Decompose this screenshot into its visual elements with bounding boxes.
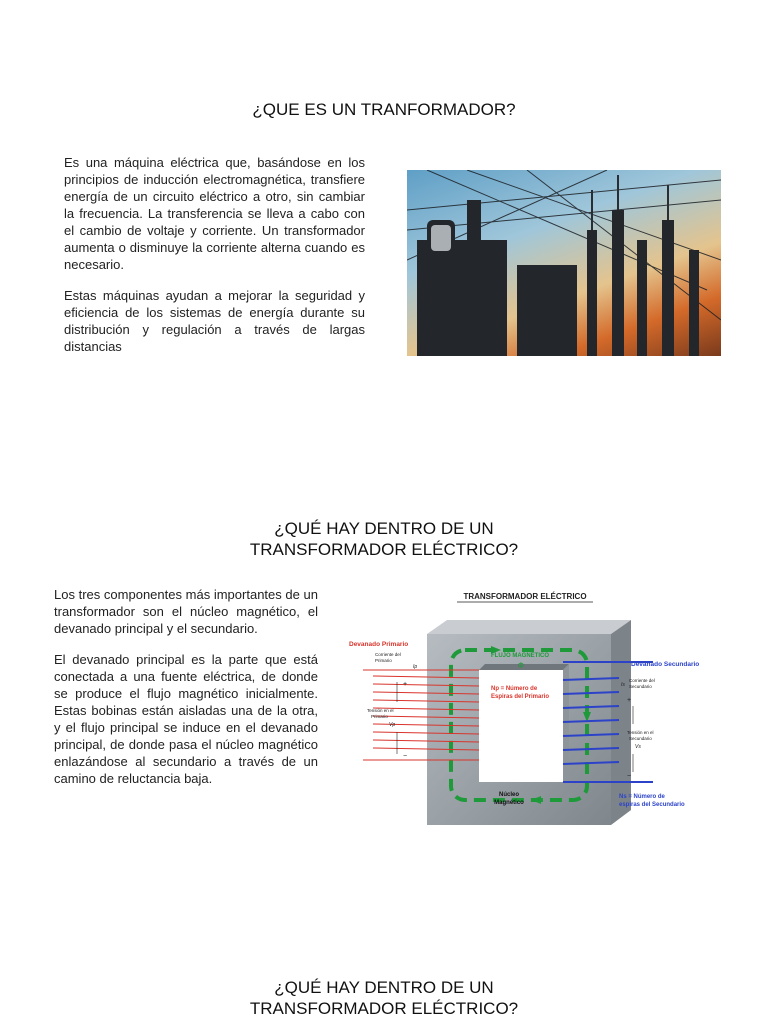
- secondary-voltage-label-1: Tensión en el: [627, 730, 654, 735]
- primary-current-label-1: Corriente del: [375, 652, 401, 657]
- primary-winding-label: Devanado Primario: [349, 641, 409, 648]
- core-label-2: Magnético: [494, 800, 524, 806]
- section1-paragraph-2: Estas máquinas ayudan a mejorar la seguridad y eficiencia de los sistemas de energía durante su distribución y regulación a través de largas distancias: [64, 288, 365, 354]
- secondary-minus: −: [627, 773, 632, 780]
- secondary-current-label-1: Corriente del: [629, 678, 655, 683]
- section3-title: [0, 977, 768, 1019]
- primary-voltage-label-2: Primario: [371, 714, 388, 719]
- primary-minus: −: [403, 753, 408, 760]
- np-label-2: Espiras del Primario: [491, 694, 550, 700]
- primary-current-symbol: Ip: [413, 664, 418, 670]
- flux-label: FLUJO MAGNÉTICO: [491, 653, 549, 659]
- np-label-1: Np = Número de: [491, 686, 538, 692]
- transformer-diagram: [341, 582, 711, 842]
- core-label-1: Núcleo: [498, 792, 520, 798]
- secondary-current-symbol: Is: [621, 682, 625, 688]
- primary-current-label-2: Primario: [375, 658, 392, 663]
- section2-title-line2: TRANSFORMADOR ELÉCTRICO?: [249, 540, 519, 559]
- section3-title-line2: TRANSFORMADOR ELÉCTRICO?: [249, 999, 519, 1018]
- ns-label-2: espiras del Secundario: [619, 802, 685, 808]
- section2-paragraph-2: El devanado principal es la parte que está conectada a una fuente eléctrica, de donde se produce el flujo magnético inicialmente. Estas bobinas están aisladas una de la otra, y el flujo principal se induce en el devanado principal, de donde pasa el núcleo magnético enlazándose al secundario a través de un camino de reluctancia baja.: [54, 652, 318, 786]
- secondary-winding-label: Devanado Secundario: [631, 661, 700, 668]
- primary-plus: +: [403, 681, 408, 688]
- secondary-plus: +: [627, 697, 632, 704]
- secondary-voltage-symbol: Vs: [635, 744, 641, 750]
- section3-title-line1: ¿QUÉ HAY DENTRO DE UN: [274, 978, 494, 997]
- section2-body: [54, 586, 318, 801]
- section2-title-line1: ¿QUÉ HAY DENTRO DE UN: [274, 519, 494, 538]
- diagram-title: TRANSFORMADOR ELÉCTRICO: [463, 592, 587, 601]
- section2-title: [0, 518, 768, 560]
- secondary-voltage-label-2: Secundario: [629, 736, 652, 741]
- primary-voltage-symbol: Vp: [389, 722, 396, 728]
- core-top-face: [427, 620, 631, 634]
- section1-body: [64, 154, 365, 369]
- section2-paragraph-1: Los tres componentes más importantes de un transformador son el núcleo magnético, el devanado principal y el secundario.: [54, 587, 318, 636]
- primary-voltage-label-1: Tensión en el: [367, 708, 394, 713]
- substation-photo: [407, 170, 721, 356]
- ns-label-1: Ns = Número de: [619, 794, 665, 800]
- section1-title: ¿QUE ES UN TRANFORMADOR?: [252, 100, 516, 119]
- section1-paragraph-1: Es una máquina eléctrica que, basándose en los principios de inducción electromagnética, transfiere energía de un circuito eléctrico a otro, sin cambiar la frecuencia. La transferencia se lleva a cabo con el cambio de voltaje y corriente. Un transformador aumenta o disminuye la corriente alterna cuando es necesario.: [64, 155, 365, 272]
- secondary-current-label-2: Secundario: [629, 684, 652, 689]
- flux-symbol: Φ: [517, 661, 525, 670]
